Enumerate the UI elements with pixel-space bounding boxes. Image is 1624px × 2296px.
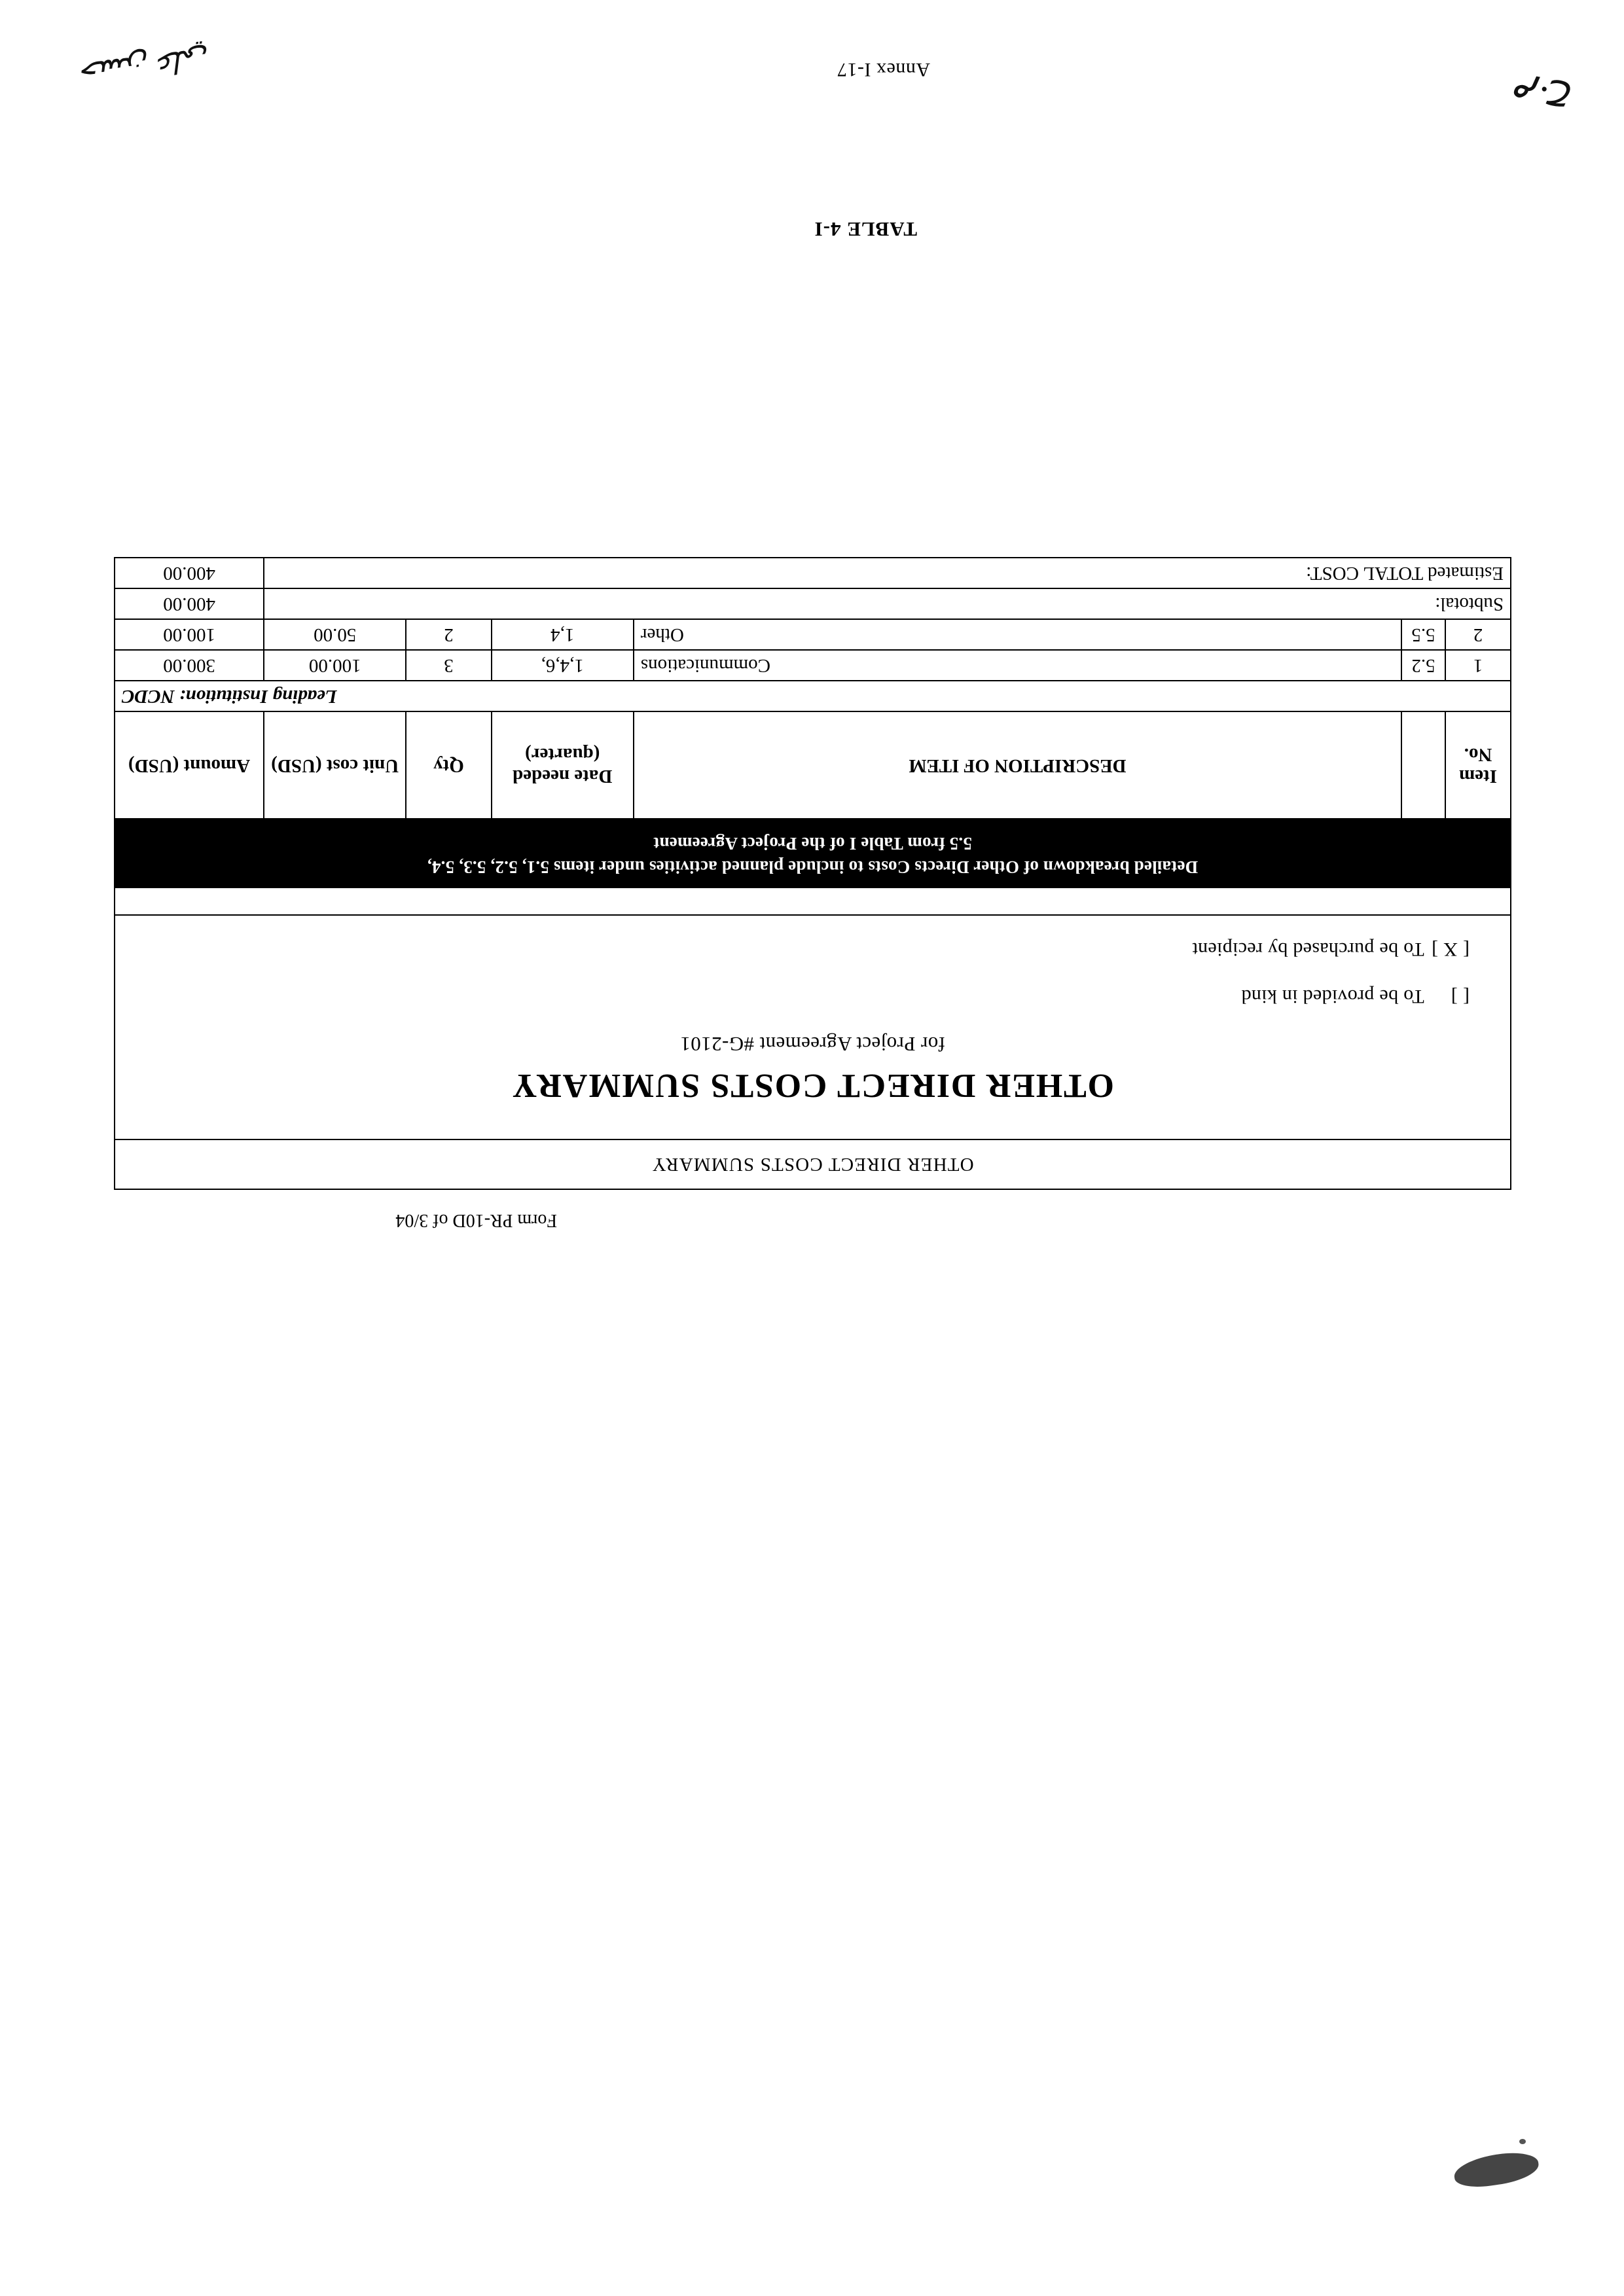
checkbox-in-kind[interactable]: [ ] xyxy=(1451,986,1470,1007)
cell-item-no: 1 xyxy=(1445,650,1511,681)
table-header-row xyxy=(115,711,1511,819)
cell-sub-no: 5.5 xyxy=(1401,619,1445,650)
cell-unit-cost: 100.00 xyxy=(264,650,406,681)
cell-description: Other xyxy=(634,619,1401,650)
form-spacer xyxy=(114,888,1511,916)
column-header-date-needed: Date needed (quarter) xyxy=(492,711,634,819)
cell-date-needed: 1,4 xyxy=(492,619,634,650)
form-title-block xyxy=(114,916,1511,1140)
column-header-amount: Amount (USD) xyxy=(115,711,264,819)
cell-sub-no: 5.2 xyxy=(1401,650,1445,681)
cell-item-no: 2 xyxy=(1445,619,1511,650)
table-row xyxy=(115,619,1511,650)
cell-description: Communications xyxy=(634,650,1401,681)
checkbox-in-kind-label: To be provided in kind xyxy=(1241,986,1424,1007)
checkbox-purchased-label: To be purchased by recipient xyxy=(1192,939,1424,960)
instruction-banner xyxy=(114,819,1511,888)
column-header-sub-no xyxy=(1401,711,1445,819)
subtotal-label: Subtotal: xyxy=(264,588,1511,619)
total-amount: 400.00 xyxy=(115,558,264,588)
scan-artifact-dot xyxy=(1519,2139,1526,2144)
subtotal-amount: 400.00 xyxy=(115,588,264,619)
annex-label: Annex I-17 xyxy=(837,59,930,81)
cell-qty: 2 xyxy=(406,619,491,650)
cell-amount: 300.00 xyxy=(115,650,264,681)
leading-institution-row xyxy=(115,681,1511,711)
table-row xyxy=(115,650,1511,681)
form-header-band xyxy=(114,1140,1511,1190)
handwritten-signature-left: م.ح xyxy=(1509,73,1576,127)
cost-table xyxy=(114,557,1511,819)
table-caption: TABLE 4-I xyxy=(814,218,917,241)
checkbox-purchased-by-recipient[interactable]: [ X ] xyxy=(1431,939,1470,960)
column-header-item-no: Item No. xyxy=(1445,711,1511,819)
total-row xyxy=(115,558,1511,588)
page-title: OTHER DIRECT COSTS SUMMARY xyxy=(511,1067,1114,1104)
instruction-line-2: 5.5 from Table I of the Project Agreement xyxy=(653,833,972,853)
page-subtitle: for Project Agreement #G-2101 xyxy=(679,1033,946,1056)
checkbox-row-in-kind[interactable] xyxy=(141,985,1470,1007)
subtotal-row xyxy=(115,588,1511,619)
handwritten-signature-right: حسن علي xyxy=(79,41,212,90)
total-label: Estimated TOTAL COST: xyxy=(264,558,1511,588)
cell-amount: 100.00 xyxy=(115,619,264,650)
cell-date-needed: 1,4,6, xyxy=(492,650,634,681)
other-direct-costs-form xyxy=(114,557,1511,1190)
instruction-line-1: Detailed breakdown of Other Directs Costs to include planned activities under items 5.1, 5.2, 5.3, 5.4, xyxy=(427,857,1199,877)
leading-institution-label: Leading Institution: NCDC xyxy=(115,681,1511,711)
form-number-note: Form PR-10D of 3/04 xyxy=(395,1210,557,1230)
column-header-qty: Qty xyxy=(406,711,491,819)
cell-qty: 3 xyxy=(406,650,491,681)
column-header-description: DESCRIPTION OF ITEM xyxy=(634,711,1401,819)
column-header-unit-cost: Unit cost (USD) xyxy=(264,711,406,819)
cell-unit-cost: 50.00 xyxy=(264,619,406,650)
checkbox-row-purchased[interactable] xyxy=(141,938,1470,960)
form-header-band-label: OTHER DIRECT COSTS SUMMARY xyxy=(651,1154,974,1175)
scan-artifact-smudge xyxy=(1452,2149,1540,2191)
